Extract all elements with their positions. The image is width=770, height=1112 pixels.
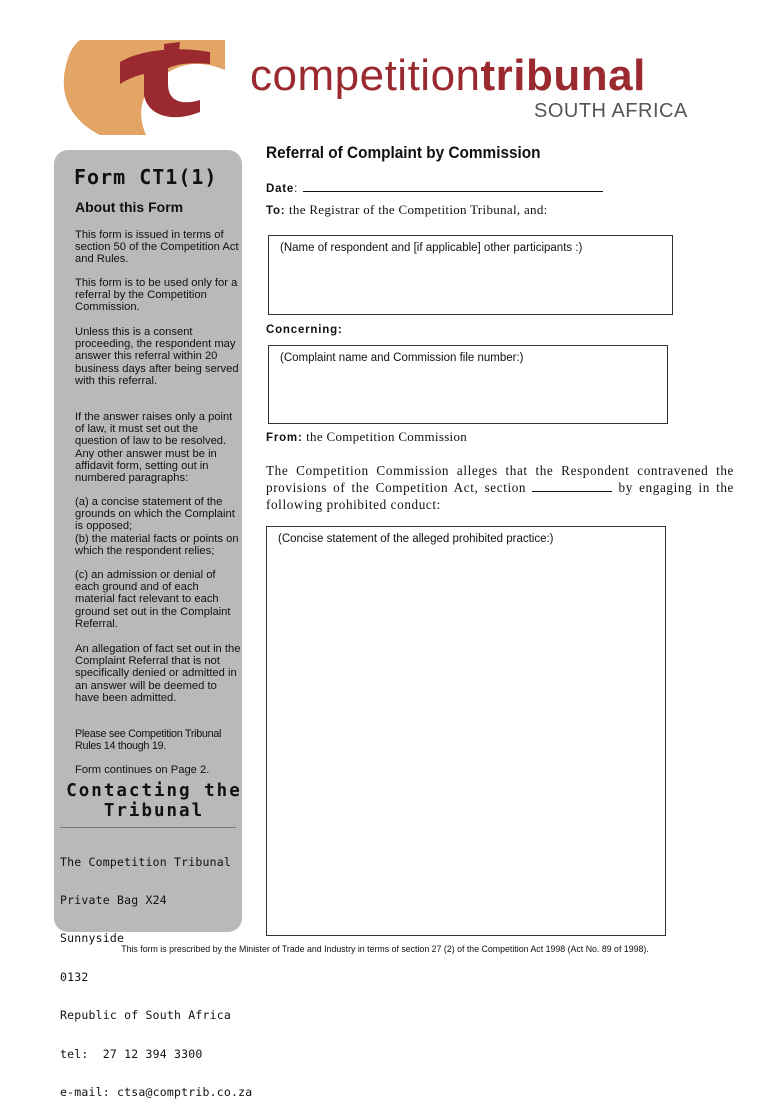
date-label: Date (266, 183, 295, 195)
date-colon: : (294, 183, 298, 195)
logo-wordmark (250, 51, 646, 100)
sidebar-paragraph-usage: This form is to be used only for a referral by the Competition Commission. (75, 277, 238, 314)
sidebar-paragraph-allegation: An allegation of fact set out in the Complaint Referral that is not specifically denied or admitted in an answer will be deemed to have been admitted. (75, 643, 241, 704)
address-telephone: tel: 27 12 394 3300 (60, 1046, 203, 1061)
sidebar-list-item-a: (a) a concise statement of the grounds on which the Complaint is opposed; (75, 496, 235, 533)
from-label: From: (266, 432, 303, 444)
contact-address (60, 830, 252, 1112)
prohibited-conduct-field[interactable] (266, 526, 666, 936)
sidebar-list-item-b: (b) the material facts or points on which the respondent relies; (75, 533, 239, 558)
sidebar-paragraph-point-of-law: If the answer raises only a point of law, it must set out the question of law to be resolved. Any other answer must be in affidavit form, setting out in numbered paragraphs: (75, 411, 233, 485)
complaint-field[interactable] (268, 345, 668, 424)
date-row (266, 181, 603, 195)
concerning-label: Concerning: (266, 324, 343, 336)
logo-word-competition: competition (250, 51, 481, 100)
form-code: Form CT1(1) (74, 165, 218, 189)
date-field[interactable] (303, 181, 603, 192)
form-title: Referral of Complaint by Commission (266, 144, 541, 162)
address-line: Sunnyside (60, 931, 125, 946)
complaint-hint: (Complaint name and Commission file number:) (280, 352, 524, 364)
sidebar-rules-note: Please see Competition Tribunal Rules 14 though 19. (75, 728, 222, 753)
respondent-hint: (Name of respondent and [if applicable] other participants :) (280, 242, 583, 254)
to-row (266, 202, 548, 218)
footer-note: This form is prescribed by the Minister of Trade and Industry in terms of section 27 (2) of the Competition Act 1998 (Act No. 89 of 1998). (121, 944, 649, 954)
tribunal-logo-icon (60, 40, 225, 135)
contact-heading: Contacting the Tribunal (66, 781, 242, 821)
allegation-statement (266, 462, 734, 513)
from-row (266, 429, 467, 445)
allegation-text-start: The Competition Commission alleges that the Respondent contravened the provisions of the Competition Act, section (266, 463, 734, 495)
sidebar-paragraph-answer: Unless this is a consent proceeding, the respondent may answer this referral within 20 business days after being served with this referral. (75, 326, 239, 387)
address-line: Private Bag X24 (60, 892, 167, 907)
respondent-field[interactable] (268, 235, 673, 315)
about-heading: About this Form (75, 199, 184, 215)
to-label: To: (266, 205, 286, 217)
to-text: the Registrar of the Competition Tribunal, and: (285, 202, 548, 217)
sidebar-paragraph-issued: This form is issued in terms of section 50 of the Competition Act and Rules. (75, 229, 239, 266)
from-text: the Competition Commission (302, 429, 468, 444)
address-line: The Competition Tribunal (60, 854, 231, 869)
address-line: 0132 (60, 969, 89, 984)
conduct-hint: (Concise statement of the alleged prohibited practice:) (278, 533, 554, 545)
sidebar-continues-note: Form continues on Page 2. (75, 764, 210, 776)
logo-country: SOUTH AFRICA (534, 100, 688, 122)
address-line: Republic of South Africa (60, 1008, 231, 1023)
sidebar-list-item-c: (c) an admission or denial of each ground and of each material fact relevant to each ground set out in the Complaint Referral. (75, 569, 231, 630)
allegation-text-end: by engaging in the following prohibited conduct: (266, 480, 735, 512)
contact-divider (60, 827, 236, 828)
address-email: e-mail: ctsa@comptrib.co.za (60, 1084, 253, 1099)
section-number-field[interactable] (532, 481, 612, 492)
logo-word-tribunal: tribunal (480, 51, 646, 100)
